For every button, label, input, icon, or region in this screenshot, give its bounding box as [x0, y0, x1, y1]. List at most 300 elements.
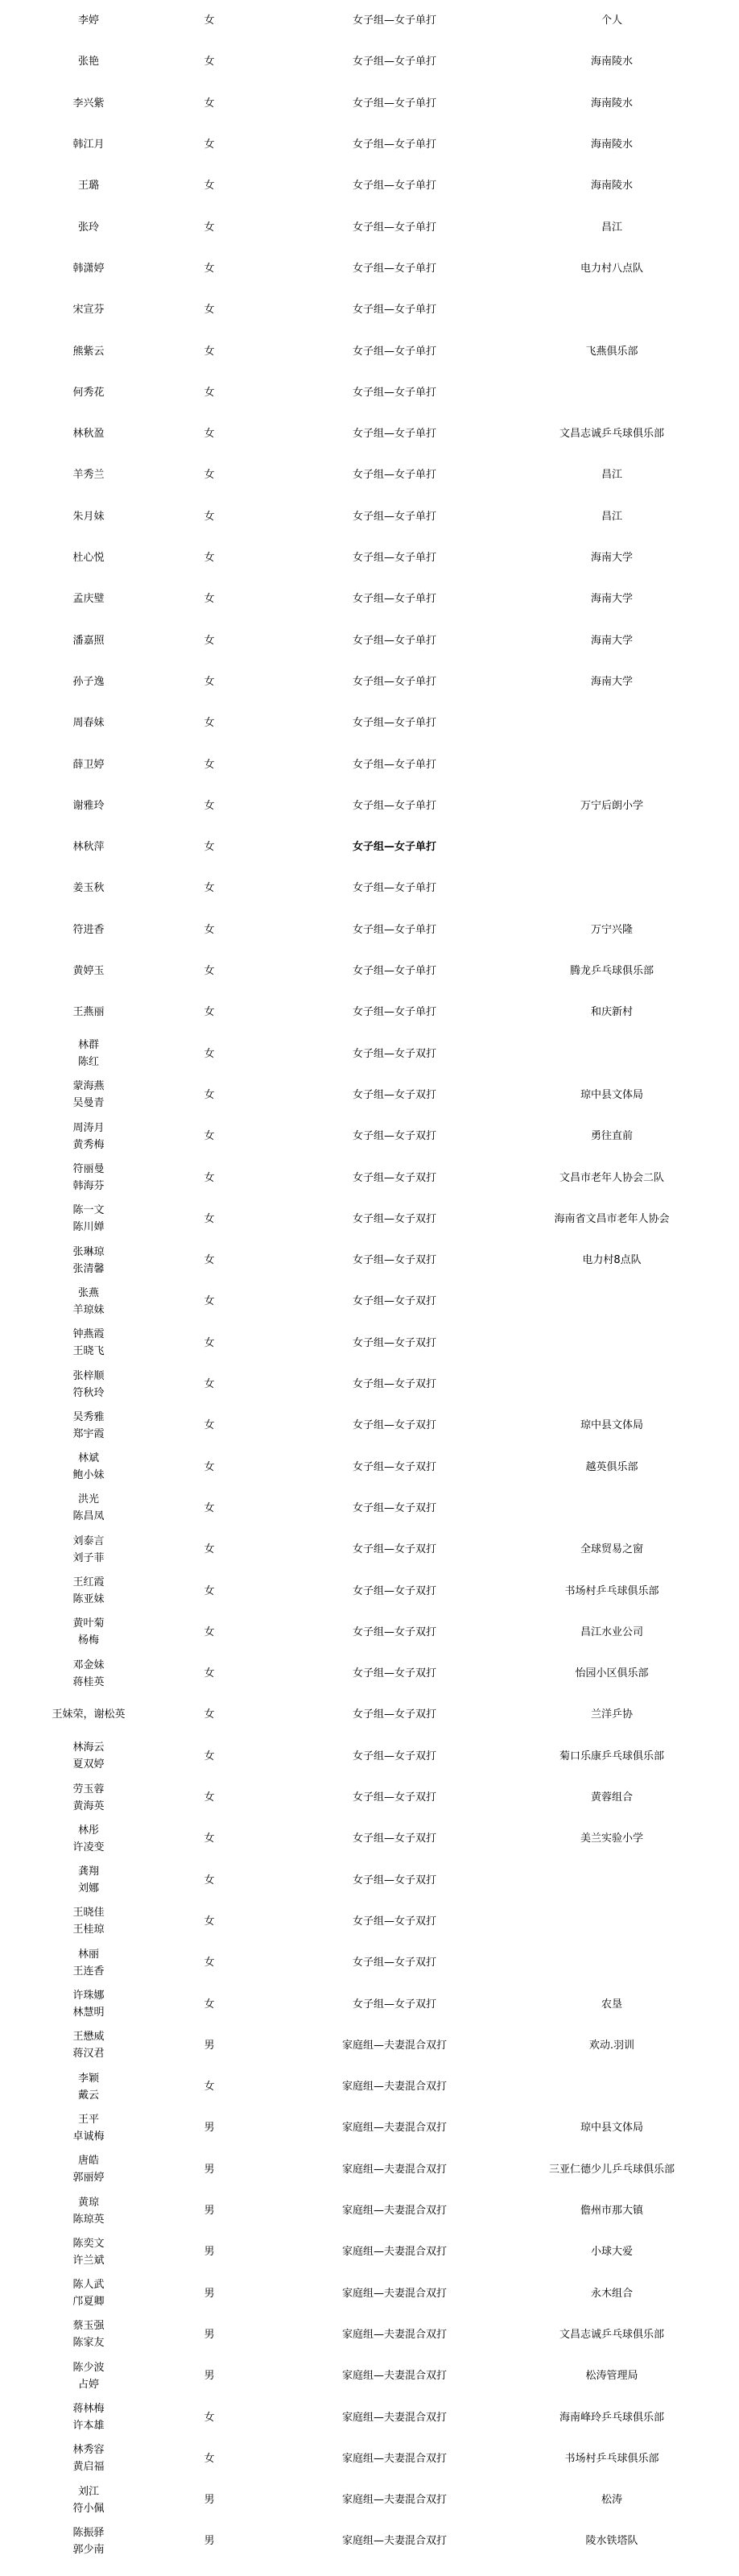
player-name: 熊紫云	[72, 345, 105, 358]
table-row	[0, 868, 739, 909]
table-row	[0, 1281, 739, 1322]
gender-cell: 男	[204, 2246, 215, 2259]
player-name: 洪光	[77, 1493, 99, 1506]
table-row	[0, 950, 739, 992]
organization-cell: 儋州市那大镇	[580, 2205, 643, 2218]
event-cell: 女子组—女子单打	[352, 799, 436, 812]
event-cell: 女子组—女子双打	[352, 1295, 436, 1308]
gender-cell: 男	[204, 2535, 215, 2548]
player-name: 陈昌凤	[72, 1510, 105, 1523]
gender-cell: 女	[204, 1998, 215, 2011]
player-name: 林丽	[77, 1948, 99, 1961]
gender-cell: 女	[204, 139, 215, 151]
organization-cell	[499, 1033, 725, 1075]
organization-cell: 海南省文昌市老年人协会	[554, 1212, 670, 1225]
player-names-cell	[32, 207, 145, 248]
player-names-cell	[32, 950, 145, 992]
player-name: 林秋盈	[72, 428, 105, 441]
event-cell: 女子组—女子双打	[352, 1254, 436, 1267]
gender-cell: 女	[204, 2081, 215, 2094]
player-name: 陈家友	[72, 2337, 105, 2350]
player-names-cell	[32, 578, 145, 619]
table-row	[0, 289, 739, 330]
table-row	[0, 2396, 739, 2437]
player-names-cell	[32, 1570, 145, 1611]
player-name: 韩江月	[72, 139, 105, 151]
event-cell: 家庭组—夫妻混合双打	[341, 2246, 447, 2259]
event-cell: 女子组—女子双打	[352, 1419, 436, 1432]
player-name: 刘泰言	[72, 1534, 105, 1547]
organization-cell	[499, 1364, 725, 1405]
player-name: 孟庆璧	[72, 593, 105, 606]
player-names-cell	[32, 372, 145, 413]
table-row	[0, 1323, 739, 1364]
player-name: 张艳	[77, 56, 99, 68]
gender-cell: 女	[204, 1833, 215, 1845]
event-cell: 女子组—女子双打	[352, 1543, 436, 1556]
player-name: 鲍小妹	[72, 1469, 105, 1482]
event-cell: 女子组—女子单打	[352, 469, 436, 482]
player-name: 吴秀雅	[72, 1410, 105, 1423]
gender-cell: 女	[204, 1791, 215, 1804]
gender-cell: 女	[204, 1295, 215, 1308]
organization-cell: 农垦	[601, 1998, 622, 2011]
gender-cell: 女	[204, 1915, 215, 1928]
organization-cell	[499, 1488, 725, 1529]
player-name: 周涛月	[72, 1121, 105, 1134]
gender-cell: 女	[204, 1750, 215, 1762]
player-name: 蒋桂英	[72, 1675, 105, 1688]
table-row	[0, 496, 739, 537]
event-cell: 女子组—女子双打	[352, 1336, 436, 1349]
player-name: 许本雄	[72, 2420, 105, 2433]
player-name: 潘嘉照	[72, 634, 105, 647]
table-row	[0, 2438, 739, 2479]
event-cell: 女子组—女子双打	[352, 1501, 436, 1514]
player-name: 黄婷玉	[72, 965, 105, 978]
player-name: 黄海英	[72, 1799, 105, 1812]
player-name: 周春妹	[72, 717, 105, 730]
player-names-cell	[32, 2149, 145, 2190]
event-cell: 女子组—女子双打	[352, 1915, 436, 1928]
player-names-cell	[32, 1323, 145, 1364]
event-cell: 女子组—女子单打	[352, 428, 436, 441]
player-names-cell	[32, 1653, 145, 1694]
player-names-cell	[32, 1116, 145, 1157]
player-name: 黄启福	[72, 2461, 105, 2474]
table-row	[0, 330, 739, 371]
player-name: 黄叶菊	[72, 1617, 105, 1630]
table-row	[0, 2520, 739, 2562]
table-row	[0, 2190, 739, 2231]
event-cell: 女子组—女子单打	[352, 56, 436, 68]
player-name: 陈少波	[72, 2361, 105, 2374]
gender-cell: 女	[204, 2411, 215, 2424]
organization-cell: 海南大学	[590, 593, 633, 606]
player-names-cell	[32, 124, 145, 165]
gender-cell: 女	[204, 1047, 215, 1060]
organization-cell: 海南大学	[590, 675, 633, 688]
organization-cell: 全球贸易之窗	[580, 1543, 643, 1556]
gender-cell: 女	[204, 965, 215, 978]
event-cell: 家庭组—夫妻混合双打	[341, 2494, 447, 2507]
table-row	[0, 1983, 739, 2024]
player-names-cell	[32, 1736, 145, 1777]
organization-cell: 兰洋乒协	[590, 1708, 633, 1721]
organization-cell: 海南陵水	[590, 139, 633, 151]
player-name: 王晓佳	[72, 1907, 105, 1920]
organization-cell	[499, 289, 725, 330]
gender-cell: 女	[204, 841, 215, 854]
player-names-cell	[32, 1075, 145, 1116]
player-names-cell	[32, 785, 145, 826]
player-names-cell	[32, 2066, 145, 2107]
gender-cell: 女	[204, 923, 215, 936]
player-names-cell	[32, 1364, 145, 1405]
player-names-cell	[32, 83, 145, 124]
event-cell: 女子组—女子单打	[352, 675, 436, 688]
gender-cell: 女	[204, 758, 215, 771]
table-row	[0, 372, 739, 413]
organization-cell: 松涛管理局	[585, 2370, 638, 2383]
organization-cell	[499, 1281, 725, 1322]
event-cell: 女子组—女子双打	[352, 1212, 436, 1225]
player-name: 王燕丽	[72, 1006, 105, 1019]
player-name: 姜玉秋	[72, 882, 105, 895]
event-cell: 女子组—女子双打	[352, 1791, 436, 1804]
player-names-cell	[32, 496, 145, 537]
gender-cell: 女	[204, 510, 215, 523]
organization-cell: 海南陵水	[590, 56, 633, 68]
organization-cell: 美兰实验小学	[580, 1833, 643, 1845]
player-names-cell	[32, 41, 145, 82]
player-names-cell	[32, 992, 145, 1033]
organization-cell: 小球大爱	[590, 2246, 633, 2259]
player-names-cell	[32, 1281, 145, 1322]
table-row	[0, 2314, 739, 2355]
player-name: 王懋威	[72, 2031, 105, 2044]
event-cell: 女子组—女子单打	[352, 634, 436, 647]
table-row	[0, 83, 739, 124]
player-names-cell	[32, 413, 145, 454]
table-row	[0, 2066, 739, 2107]
player-name: 郭少南	[72, 2543, 105, 2556]
event-cell: 女子组—女子单打	[352, 758, 436, 771]
table-row	[0, 1570, 739, 1611]
organization-cell: 陵水铁塔队	[585, 2535, 638, 2548]
gender-cell: 女	[204, 675, 215, 688]
player-name: 张清馨	[72, 1262, 105, 1275]
player-names-cell	[32, 1818, 145, 1859]
player-name: 林海云	[72, 1741, 105, 1754]
player-name: 朱月妹	[72, 510, 105, 523]
organization-cell: 琼中县文体局	[580, 1088, 643, 1101]
player-name: 刘娜	[77, 1882, 99, 1895]
organization-cell: 书场村乒乓球俱乐部	[564, 2452, 659, 2465]
player-names-cell	[32, 620, 145, 661]
player-name: 刘子菲	[72, 1551, 105, 1564]
player-name: 蒙海燕	[72, 1080, 105, 1093]
table-row	[0, 785, 739, 826]
table-row	[0, 1447, 739, 1488]
player-name: 许兰斌	[72, 2254, 105, 2267]
player-name: 邝夏卿	[72, 2296, 105, 2309]
gender-cell: 女	[204, 1254, 215, 1267]
player-names-cell	[32, 1033, 145, 1075]
gender-cell: 女	[204, 1460, 215, 1473]
event-cell: 家庭组—夫妻混合双打	[341, 2163, 447, 2176]
player-name: 符秋玲	[72, 1386, 105, 1399]
table-row	[0, 1364, 739, 1405]
event-cell: 女子组—女子双打	[352, 1998, 436, 2011]
organization-cell	[499, 1901, 725, 1942]
organization-cell	[499, 372, 725, 413]
organization-cell: 飞燕俱乐部	[585, 345, 638, 358]
event-cell: 家庭组—夫妻混合双打	[341, 2287, 447, 2300]
organization-cell	[499, 743, 725, 785]
gender-cell: 女	[204, 882, 215, 895]
player-name: 郭丽婷	[72, 2172, 105, 2185]
organization-cell: 海南峰玲乒乓球俱乐部	[559, 2411, 664, 2424]
player-names-cell	[32, 743, 145, 785]
player-name: 谢雅玲	[72, 799, 105, 812]
gender-cell: 女	[204, 1130, 215, 1143]
event-cell: 女子组—女子单打	[352, 180, 436, 193]
table-row	[0, 1694, 739, 1735]
player-names-cell	[32, 1694, 145, 1735]
organization-cell: 黄蓉组合	[590, 1791, 633, 1804]
player-name: 王晓飞	[72, 1345, 105, 1358]
player-name: 羊琼妹	[72, 1303, 105, 1316]
player-names-cell	[32, 1860, 145, 1901]
table-row	[0, 578, 739, 619]
player-name: 薛卫婷	[72, 758, 105, 771]
player-name: 劳玉蓉	[72, 1783, 105, 1795]
player-name: 符小佩	[72, 2502, 105, 2515]
gender-cell: 女	[204, 1088, 215, 1101]
player-name: 陈振驿	[72, 2526, 105, 2539]
player-name: 龚翔	[77, 1866, 99, 1878]
table-row	[0, 1240, 739, 1281]
organization-cell: 电力村八点队	[580, 262, 643, 275]
organization-cell: 和庆新村	[590, 1006, 633, 1019]
player-names-cell	[32, 1901, 145, 1942]
player-names-cell	[32, 1612, 145, 1653]
player-name: 许凌变	[72, 1841, 105, 1853]
organization-cell	[499, 702, 725, 743]
player-names-cell	[32, 2396, 145, 2437]
event-cell: 女子组—女子双打	[352, 1626, 436, 1638]
table-row	[0, 1818, 739, 1859]
event-cell: 家庭组—夫妻混合双打	[341, 2370, 447, 2383]
gender-cell: 女	[204, 304, 215, 317]
player-names-cell	[32, 1529, 145, 1570]
event-cell: 女子组—女子单打	[352, 14, 436, 27]
player-name: 夏双婷	[72, 1758, 105, 1771]
player-name: 杜心悦	[72, 552, 105, 565]
player-name: 陈一文	[72, 1204, 105, 1217]
table-row	[0, 1116, 739, 1157]
organization-cell: 海南陵水	[590, 180, 633, 193]
organization-cell	[499, 826, 725, 868]
event-cell: 女子组—女子单打	[352, 139, 436, 151]
table-row	[0, 1405, 739, 1446]
player-name: 李婷	[77, 14, 99, 27]
gender-cell: 女	[204, 1171, 215, 1184]
organization-cell: 菊口乐康乒乓球俱乐部	[559, 1750, 664, 1762]
table-row	[0, 1653, 739, 1694]
event-cell: 女子组—女子双打	[352, 1957, 436, 1969]
organization-cell: 越英俱乐部	[585, 1460, 638, 1473]
organization-cell	[499, 1323, 725, 1364]
table-row	[0, 1488, 739, 1529]
player-name: 许珠娜	[72, 1990, 105, 2002]
table-row	[0, 1901, 739, 1942]
gender-cell: 女	[204, 1626, 215, 1638]
organization-cell: 三亚仁德少儿乒乓球俱乐部	[548, 2163, 675, 2176]
gender-cell: 女	[204, 1667, 215, 1680]
table-row	[0, 1529, 739, 1570]
player-name: 王妹荣，谢松英	[52, 1708, 126, 1721]
table-row	[0, 2479, 739, 2520]
player-name: 蒋汉君	[72, 2048, 105, 2060]
player-name: 陈亚妹	[72, 1593, 105, 1606]
player-name: 何秀花	[72, 386, 105, 399]
event-cell: 家庭组—夫妻混合双打	[341, 2122, 447, 2135]
event-cell: 女子组—女子双打	[352, 1750, 436, 1762]
table-row	[0, 1942, 739, 1983]
gender-cell: 男	[204, 2370, 215, 2383]
gender-cell: 女	[204, 593, 215, 606]
table-row	[0, 702, 739, 743]
player-names-cell	[32, 1240, 145, 1281]
event-cell: 女子组—女子单打	[352, 717, 436, 730]
player-names-cell	[32, 826, 145, 868]
player-name: 陈川婵	[72, 1221, 105, 1234]
player-names-cell	[32, 2190, 145, 2231]
organization-cell: 琼中县文体局	[580, 1419, 643, 1432]
player-names-cell	[32, 1157, 145, 1198]
table-row	[0, 248, 739, 289]
gender-cell: 男	[204, 2328, 215, 2341]
table-row	[0, 992, 739, 1033]
gender-cell: 女	[204, 799, 215, 812]
player-name: 陈奕文	[72, 2237, 105, 2250]
player-names-cell	[32, 1405, 145, 1446]
player-name: 陈琼英	[72, 2213, 105, 2226]
gender-cell: 女	[204, 97, 215, 110]
player-name: 王桂琼	[72, 1924, 105, 1936]
event-cell: 女子组—女子双打	[352, 1047, 436, 1060]
event-cell: 女子组—女子双打	[352, 1708, 436, 1721]
event-cell: 女子组—女子双打	[352, 1378, 436, 1391]
gender-cell: 女	[204, 1212, 215, 1225]
player-name: 杨梅	[77, 1634, 99, 1647]
organization-cell: 欢动.羽训	[588, 2039, 635, 2052]
player-name: 陈人武	[72, 2279, 105, 2292]
player-name: 张燕	[77, 1286, 99, 1299]
gender-cell: 女	[204, 1708, 215, 1721]
table-row	[0, 1612, 739, 1653]
event-cell: 女子组—女子双打	[352, 1833, 436, 1845]
table-row	[0, 1199, 739, 1240]
gender-cell: 女	[204, 262, 215, 275]
gender-cell: 女	[204, 1957, 215, 1969]
organization-cell: 昌江	[601, 469, 622, 482]
player-name: 邓金妹	[72, 1659, 105, 1671]
player-names-cell	[32, 2231, 145, 2272]
organization-cell: 个人	[601, 14, 622, 27]
organization-cell: 电力村8点队	[582, 1254, 642, 1267]
gender-cell: 女	[204, 552, 215, 565]
player-names-cell	[32, 1199, 145, 1240]
gender-cell: 女	[204, 345, 215, 358]
player-name: 林慧明	[72, 2007, 105, 2019]
player-name: 张琳琼	[72, 1245, 105, 1258]
table-row	[0, 1736, 739, 1777]
gender-cell: 女	[204, 1419, 215, 1432]
player-names-cell	[32, 330, 145, 371]
event-cell: 女子组—女子单打	[352, 262, 436, 275]
table-row	[0, 909, 739, 950]
table-row	[0, 2149, 739, 2190]
player-names-cell	[32, 537, 145, 578]
event-cell: 女子组—女子单打	[352, 593, 436, 606]
player-names-cell	[32, 289, 145, 330]
player-name: 林秀容	[72, 2444, 105, 2457]
organization-cell: 海南大学	[590, 552, 633, 565]
event-cell: 女子组—女子单打	[352, 923, 436, 936]
table-row	[0, 743, 739, 785]
gender-cell: 男	[204, 2287, 215, 2300]
player-name: 黄秀梅	[72, 1138, 105, 1151]
event-cell: 女子组—女子双打	[352, 1088, 436, 1101]
player-name: 林群	[77, 1039, 99, 1052]
event-cell: 女子组—女子单打	[352, 97, 436, 110]
player-names-cell	[32, 2479, 145, 2520]
player-name: 羊秀兰	[72, 469, 105, 482]
player-names-cell	[32, 2107, 145, 2148]
table-row	[0, 661, 739, 702]
player-name: 蒋林梅	[72, 2403, 105, 2416]
player-name: 宋宣芬	[72, 304, 105, 317]
organization-cell	[499, 1942, 725, 1983]
event-cell: 女子组—女子单打	[352, 304, 436, 317]
organization-cell: 文昌志诚乒乓球俱乐部	[559, 428, 664, 441]
gender-cell: 女	[204, 386, 215, 399]
organization-cell: 琼中县文体局	[580, 2122, 643, 2135]
event-cell: 家庭组—夫妻混合双打	[341, 2452, 447, 2465]
player-names-cell	[32, 454, 145, 495]
gender-cell: 女	[204, 180, 215, 193]
table-row	[0, 2355, 739, 2396]
player-names-cell	[32, 702, 145, 743]
gender-cell: 男	[204, 2494, 215, 2507]
organization-cell	[499, 2066, 725, 2107]
table-row	[0, 537, 739, 578]
organization-cell: 文昌市老年人协会二队	[559, 1171, 664, 1184]
player-name: 符丽曼	[72, 1163, 105, 1176]
event-cell: 女子组—女子双打	[352, 1584, 436, 1597]
player-name: 刘江	[77, 2485, 99, 2498]
gender-cell: 女	[204, 1584, 215, 1597]
gender-cell: 女	[204, 1874, 215, 1886]
gender-cell: 女	[204, 1336, 215, 1349]
player-names-cell	[32, 1777, 145, 1818]
table-row	[0, 454, 739, 495]
table-row	[0, 2273, 739, 2314]
organization-cell	[499, 868, 725, 909]
